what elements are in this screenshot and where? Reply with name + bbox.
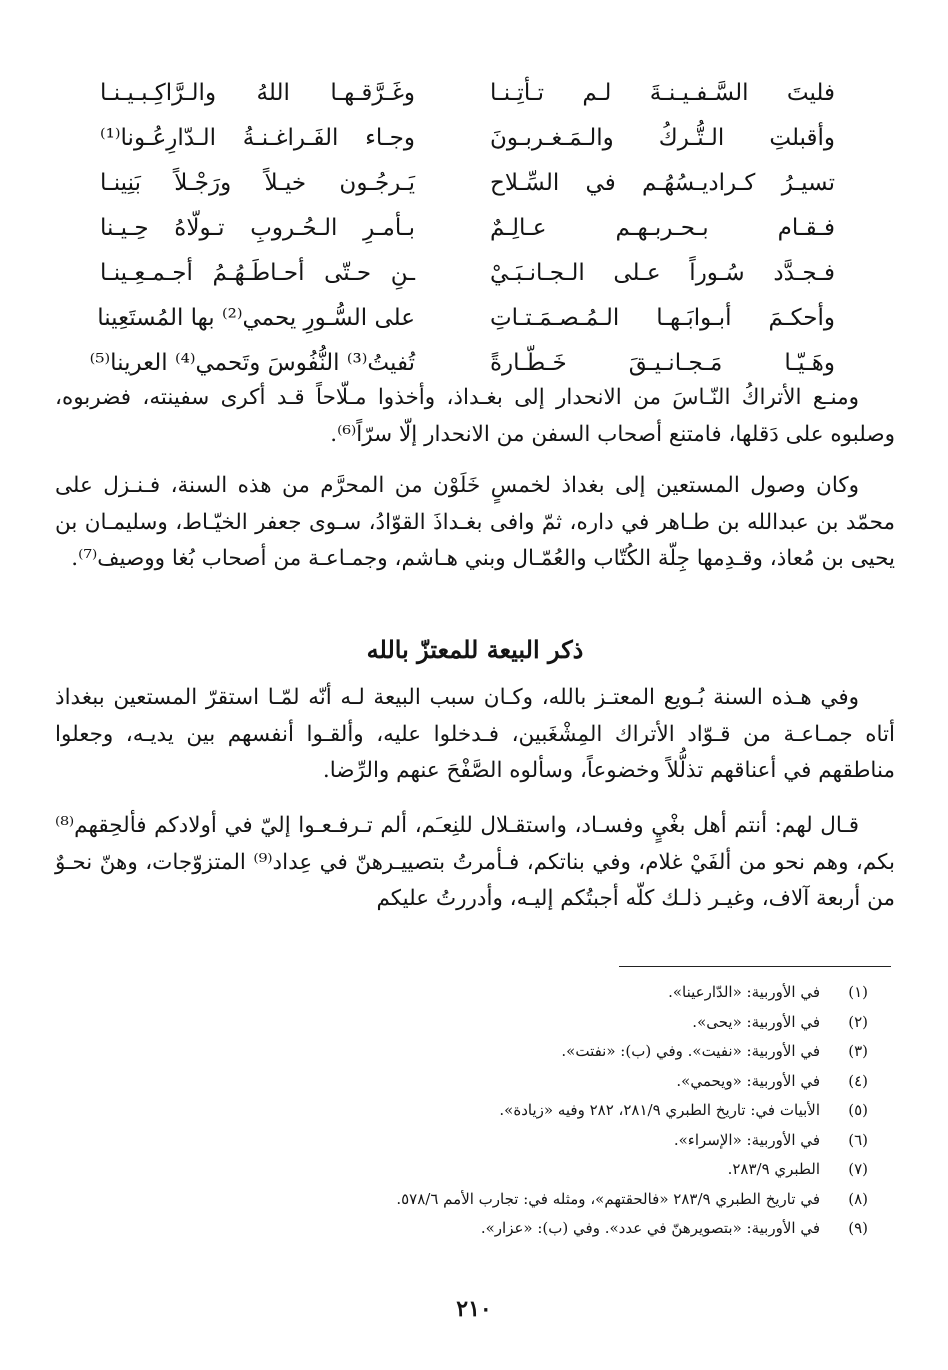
section-heading: ذكر البيعة للمعتزّ بالله	[366, 635, 584, 664]
verse	[100, 205, 835, 250]
footnote-text: في الأوربية: «بتصويرهنّ في عدد». وفي (ب): «عزار».	[480, 1219, 820, 1237]
verse-second-hemistich: يَـرجُـون خيـلاً ورَجْـلاً بَنِينـا	[100, 169, 415, 196]
footnote	[68, 1096, 868, 1126]
paragraph-text: ومنـع الأتراكُ النّـاسَ من الانحدار إلى بغـداذ، وأخذوا مـلّاحاً قـد أكرى سفينته، فضربوه، وصلبوه على دَقلها، فامتنع أصحاب السفن من الانحدار إلّا سرّاً⁽⁶⁾.	[55, 385, 895, 447]
page-number: ٢١٠	[456, 1296, 492, 1322]
verse-second-hemistich: وجـاء الفَـراغـنـةُ الـدّارِعُـونا⁽¹⁾	[100, 124, 415, 151]
verse-second-hemistich: على السُّـورِ يحمي⁽²⁾ بها المُستَعِينا	[97, 304, 415, 331]
footnote-text: في الأوربية: «الدّارعينا».	[668, 983, 820, 1001]
paragraph-text: وفي هـذه السنة بُـويع المعتـز بالله، وكـان سبب البيعة لـه أنّه لمّـا استقرّ المستعين ببغداذ أتاه جمـاعـة من قـوّاد الأتراك المِشْغَبين، فـدخلوا عليه، وألقـوا أنفسهم بين يديـه، وجعلوا مناطقهم في أعناقهم تذلُّلاً وخضوعاً، وسألوه الصَّفْحَ عنهم والرِّضا.	[55, 685, 895, 783]
footnote-text: في الأوربية: «ويحمي».	[676, 1071, 820, 1090]
verse-first-hemistich: فليتَ السَّـفـيـنـةَ لـم تـأتِـنـا	[490, 79, 835, 106]
footnote	[68, 978, 868, 1008]
body-paragraph	[55, 380, 895, 453]
footnote-text: في تاريخ الطبري ٢٨٣/٩ «فالحقتهم»، ومثله في: تجارب الأمم ٥٧٨/٦.	[396, 1189, 820, 1208]
footnote-separator	[619, 966, 891, 967]
footnote-text: الأبيات في: تاريخ الطبري ٢٨١/٩، ٢٨٢ وفيه «زيادة».	[499, 1101, 820, 1119]
footnote-text: في الأوربية: «نفيت». وفي (ب): «نفتت».	[561, 1042, 820, 1060]
verse-first-hemistich: وهَـيّـا مَـجـانـيـقَ خَـطّـارةً	[490, 349, 835, 376]
footnote-text: في الأوربية: «يحى».	[692, 1012, 820, 1031]
verse-second-hemistich: وغَـرَّقـهـا اللهُ والـرَّاكِـبـيـنـا	[100, 79, 415, 106]
footnote	[68, 1185, 868, 1215]
footnote-text: الطبري ٢٨٣/٩.	[727, 1160, 820, 1178]
paragraph-text: قـال لهم: أنتم أهل بغْيٍ وفسـاد، واستقـلال للنِعـَم، ألم تـرفـعـوا إليّ في أولادكم فألحِقهم⁽⁸⁾ بكم، وهم نحو من ألفَيْ غلام، وفي بناتكم، فـأمرتُ بتصييـرهنّ في عِداد⁽⁹⁾ المتزوّجات، وهنّ نحـوٌ من أربعة آلاف، وغيـر ذلـك كلّه أجبتُكم إليـه، وأدررتُ عليكم	[55, 813, 896, 911]
footnote-number: (٩)	[848, 1219, 868, 1237]
footnote	[68, 1008, 868, 1038]
verse-second-hemistich: بـأمـرِ الـحُـروبِ تـولّاهُ حِـيـنا	[100, 214, 415, 241]
verse-first-hemistich: وأقبلتِ الـتُّـركُ والـمَـغـربـونَ	[490, 124, 835, 151]
footnote	[68, 1214, 868, 1244]
verse	[100, 160, 835, 205]
verse	[89, 340, 835, 385]
footnotes	[68, 978, 868, 1244]
verse-second-hemistich: تُفيتُ⁽³⁾ النُّفُوسَ وتَحمي⁽⁴⁾ العرينا⁽⁵⁾	[89, 349, 415, 376]
verse	[97, 295, 835, 340]
footnote	[68, 1067, 868, 1097]
verse-first-hemistich: فـجـدَّد سُـوراً عـلى الـجـانـبَـيْ	[490, 259, 835, 286]
footnote	[68, 1155, 868, 1185]
footnote-number: (٥)	[848, 1101, 868, 1119]
body-paragraph	[55, 808, 895, 918]
footnote-number: (٧)	[848, 1160, 868, 1178]
verse-first-hemistich: تسيـرُ كـراديـسُهُـم في السِّـلاح	[490, 169, 835, 196]
body-paragraph	[55, 680, 895, 790]
footnote-number: (١)	[848, 983, 868, 1001]
footnote-text: في الأوربية: «الإسراء».	[673, 1130, 820, 1149]
verse	[100, 70, 835, 115]
poem	[89, 70, 835, 385]
paragraph-text: وكان وصول المستعين إلى بغداذ لخمسٍ خَلَوْن من المحرَّم من هذه السنة، فـنـزل على محمّد بن عبدالله بن طـاهر في داره، ثمّ وافى بغـداذَ القوّادُ، سـوى جعفر الخيّـاط، وسليمـان بن يحيى بن مُعاذ، وقـدِمها جِلّة الكُتّاب والعُمّـال وبني هـاشم، وجمـاعـة من أصحاب بُغا ووصيف⁽⁷⁾.	[55, 473, 895, 571]
verse-second-hemistich: ـنِ حـتّى أحـاطَـهُـمُ أجـمـعِـينـا	[100, 259, 415, 286]
footnote-number: (٤)	[848, 1071, 868, 1090]
verse-first-hemistich: وأحكـمَ أبـوابَـهـا الـمُـصـمَـتـاتِ	[490, 304, 835, 331]
verse-first-hemistich: فـقـام بـحـربـهـم عـالِـمٌ	[490, 214, 835, 241]
footnote-number: (٨)	[848, 1189, 868, 1208]
body-paragraph	[55, 468, 895, 578]
verse	[100, 115, 835, 160]
footnote	[68, 1037, 868, 1067]
footnote	[68, 1126, 868, 1156]
verse	[100, 250, 835, 295]
footnote-number: (٢)	[848, 1012, 868, 1031]
footnote-number: (٦)	[848, 1130, 868, 1149]
footnote-number: (٣)	[848, 1042, 868, 1060]
